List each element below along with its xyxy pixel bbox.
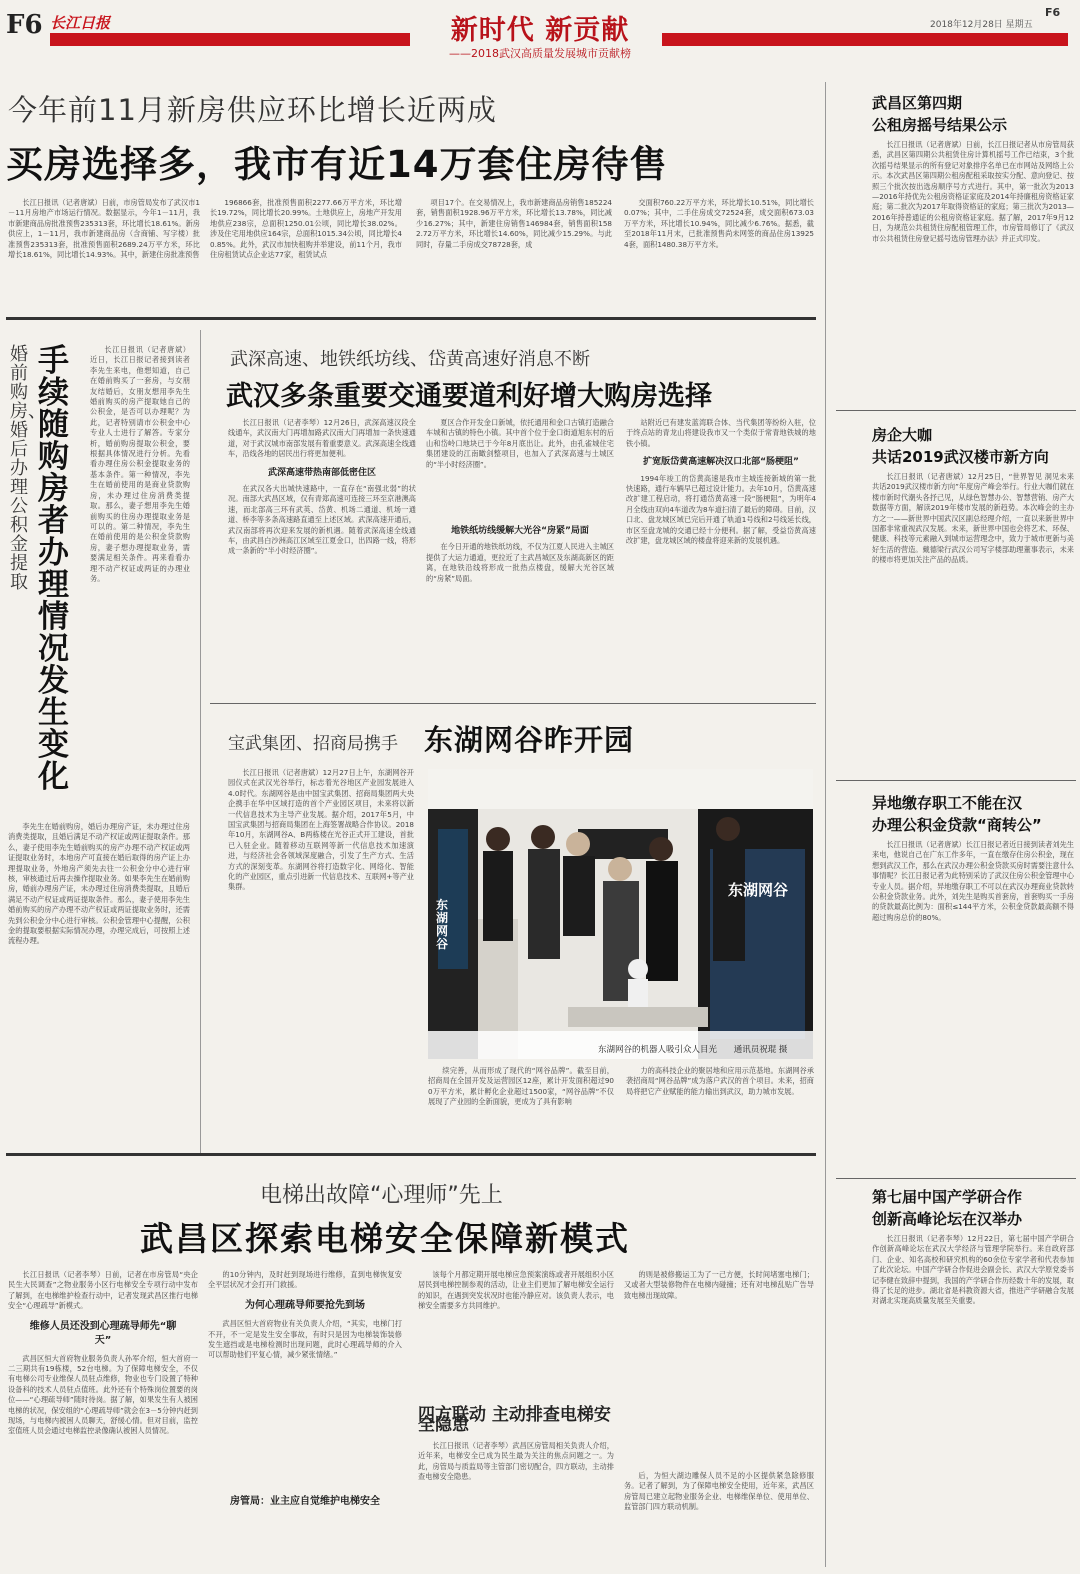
lead-col-4: 交面积760.22万平方米，环比增长10.51%，同比增长0.07%；其中，二手住房成交72524套，成交面积673.03万平方米，环比增长10.94%，同比减少6.76%。据悉，截至2018年11月末，已批准预售尚未网签的商品住房139254套，面积1480.38万平方米。: [624, 198, 814, 249]
sidebar-2-head: [872, 424, 1049, 468]
sidebar-4-head-line2: 创新高峰论坛在汉举办: [872, 1210, 1023, 1228]
masthead-bar-left: [50, 33, 410, 46]
elevator-subhead-2: 为何心理疏导师要抢先到场: [245, 1299, 365, 1311]
issue-date: 2018年12月28日 星期五: [930, 20, 1033, 30]
elevator-col-3: 该每个月都定期开展电梯应急预案演练或者开展组织小区居民到电梯控制参观的活动，让业主们更加了解电梯安全运行的知识，在遇到突发状况时也能冷静应对。该负责人表示，电梯安全需要多方共同维护。 四方联动 主动排查电梯安全隐患 长江日报讯（记者李琴）武昌区房管局相关负责人介绍，近年来，电梯安全已成为民生最为关注的焦点问题之一。为此，房管局与质监局等主管部门密切配合，四方联动，主动排查电梯安全隐患。: [418, 1270, 614, 1482]
donghu-kicker: 宝武集团、招商局携手: [228, 734, 398, 754]
sidebar-1-text: 长江日报讯（记者唐斌）日前，长江日报记者从市房管局获悉，武昌区第四期公共租赁住房计算机摇号工作已结束，3个批次摇号结果显示的所有登记对象排序名单已在市网站及网络上公示。本次武昌区第四期公租房配租采取按实分配、意向登记、按照三个批次按出选房顺序号方式进行。其中，第一批次为2013—2016年持优先公租房资格证家庭及2014年持廉租房资格证家庭；第二批次为2017年取得资格证的家庭；第三批次为2013—2016年持普通证的公租房资格证家庭。据了解，2017年9月12日，为规范公共租赁住房配租管理工作，市房管局修订了《武汉市公共租赁住房登记摇号选房管理办法》并正式印发。: [872, 140, 1074, 243]
elevator-subhead-3: 房管局：业主应自觉维护电梯安全: [230, 1496, 380, 1508]
sidebar-3-text: 长江日报讯（记者唐斌）长江日报记者近日接到读者刘先生来电，他说自己在广东工作多年，一直在缴存住房公积金，现在想到武汉工作，那么在武汉办理公积金贷款买房时需要注意什么事情呢？长江日报记者为此特别采访了武汉住房公积金管理中心专业人员。据介绍，异地缴存职工不可以在武汉办理商业贷款转公积金贷款业务。此外，刘先生是购买首套房，首套购买一手房的贷款最高比例为：面积≤144平方米，公积金贷款最高额不得超过购房总价的80%。: [872, 840, 1074, 922]
sidebar-4-head-line1: 第七届中国产学研合作: [872, 1188, 1023, 1206]
elevator-kicker: 电梯出故障“心理师”先上: [260, 1183, 503, 1208]
divider-traffic: [210, 703, 816, 704]
sidebar-4-text: 长江日报讯（记者李琴）12月22日，第七届中国产学研合作创新高峰论坛在武汉大学经济与管理学院举行。来自政府部门、企业、知名高校和研究机构的60余位专家学者和代表参加了此次论坛。中国产学研合作促进会副会长、武汉大学原党委书记李健在致辞中提到，我国的产学研合作历经数十年的发展，取得了长足的进步。湖北省是科教资源大省，推进产学研融合发展对湖北实现高质量发展至关重要。: [872, 1234, 1074, 1306]
sidebar-2-head-line1: 房企大咖: [872, 426, 933, 444]
photo-caption: [598, 1043, 787, 1055]
donghu-below-1: 续完善，从而形成了现代的“网谷品牌”。截至目前，招商局在全国开发及运营园区12座，累计开发面积超过900万平方米，累计孵化企业超过1500家，“网谷品牌”不仅展现了产业园的全新面貌，更成为了具有影响: [428, 1066, 614, 1107]
banner-subtitle: ——2018武汉高质量发展城市贡献榜: [449, 47, 631, 60]
traffic-col-1: 长江日报讯（记者李琴）12月26日，武深高速汉段全线通车，武汉南大门再增加路武汉南大门再增加一条快速通道，对于武汉城市南部发展有着重要意义。武深高速全线通车，沿线各地的居民出行将更加便利。 武深高速带热南部低密住区 在武汉各大出城快速路中，一直存在“南强北弱”的状况。南部大武昌区域，仅有青郑高速可连接三环至京港澳高速，而北部高三环有武英、岱黄、机场二通道、机场一通道、桥李等多条高速路直通至上述区域。武深高速开通后，武汉南部将再次迎来发展的新机遇。随着武深高速全线通车，由武昌白沙洲高江区域至江夏金口，出四路一线，将形成一条新的“半小时经济圈”。: [228, 418, 416, 556]
elevator-col-1: 长江日报讯（记者李琴）日前，记者在市房管局“央企民生大民调查”之物业服务小区行电梯安全专项行动中发布了解到，在电梯维护检查行动中，记者发现武昌区推行电梯安全“心理疏导”新模式。 维修人员还没到心理疏导师先“聊天” 武昌区恒大首府物业服务负责人孙军介绍，恒大首府一二三期共有19栋楼，52台电梯。为了保障电梯安全，不仅有电梯公司专业维保人员驻点维修，物业也专门设置了特种设备科的技术人员驻点值班。此外还有个特殊岗位置要的岗位——“心理疏导师”随时待岗。据了解，如果发生有人被困电梯的状况，保安组的“心理疏导师”就会在3－5分钟内赶到现场，与电梯内被困人员聊天，舒缓心情。但对目前，监控室值班人员会通过电梯监控录像确认被困人员情况。: [8, 1270, 198, 1436]
photo-credit: 通讯员祝琨 摄: [733, 1045, 788, 1055]
sidebar-1-head: [872, 92, 1007, 136]
vertical-small-head: 婚前购房、婚后办理公积金提取: [10, 344, 46, 593]
sidebar-rule: [825, 82, 826, 1567]
paper-logo: 长江日报: [50, 14, 111, 32]
banner-title: 新时代 新贡献: [450, 15, 630, 46]
sidebar-4-head: [872, 1186, 1022, 1230]
sidebar-divider-2: [836, 780, 1076, 781]
traffic-subhead-2: 地铁纸坊线缓解大光谷“房紧”局面: [451, 526, 589, 536]
divider-bottom: [6, 1153, 816, 1156]
traffic-headline: 武汉多条重要交通要道利好增大购房选择: [226, 381, 712, 412]
masthead-bar-right: [662, 33, 1068, 46]
photo-caption-text: 东湖网谷的机器人吸引众人目光: [598, 1045, 718, 1055]
traffic-col-3: 站附近已有建发蓝湾联合体、当代集团等纷纷入驻，位于终点站的青龙山将建设我市又一个类似于常青地铁城的地铁小镇。 扩宽版岱黄高速解决汉口北部“肠梗阻” 1994年竣工的岱黄高速是我市主城连接新城的第一批快速路，通行车辆早已超过设计能力。去年10月，岱黄高速改扩建工程启动，将打通岱黄高速一段“肠梗阻”，为明年4月全线由双向4车道改为8车道扫清了最后的障碍。目前，汉口北、盘龙城区域已完后开通了轨道1号线和2号线延长线，市区至盘龙城的交通已经十分便利。据了解，受益岱黄高速改扩建，盘龙城区域的楼盘将迎来新的发展机遇。: [626, 418, 816, 546]
elevator-subhead-1: 维修人员还没到心理疏导师先“聊天”: [29, 1320, 177, 1346]
traffic-col-2: 夏区合作开发金口新城，依托通用和金口古镇打造融合车城和古镇的特色小镇。其中首个位于金口街道旭东村的后山和岱岭口地块已于今年8月底出让。此外，由孔雀城住宅集团建设的江南瞰剑整项目，也加入了武深高速与土城区的“半小时经济圈”。 地铁纸坊线缓解大光谷“房紧”局面 在今日开通的地铁纸坊线，不仅为江夏人民进入主城区提供了大运力通道，更拉近了主武昌城区及东湖高新区的距离，在地铁沿线将形成一批热点楼盘，缓解大光谷区域的“房紧”局面。: [426, 418, 614, 583]
sidebar-1-head-line2: 公租房摇号结果公示: [872, 116, 1008, 134]
vertical-rule: [200, 330, 201, 1155]
page-number-mini: F6: [1045, 6, 1061, 19]
traffic-subhead-3: 扩宽版岱黄高速解决汉口北部“肠梗阻”: [643, 457, 799, 468]
sidebar-divider-3: [836, 1178, 1076, 1179]
traffic-subhead-1: 武深高速带热南部低密住区: [267, 467, 376, 478]
sidebar-1-head-line1: 武昌区第四期: [872, 94, 963, 112]
sidebar-3-head-line1: 异地缴存职工不能在汉: [872, 794, 1023, 812]
elevator-col-4: 的则是被修搬运工为了一己方便，长时间堵塞电梯门；又或者大型装修物件在电梯内碰撞；还有对电梯乱贴广告导致电梯出现故障。 后，为恒大湖边雕保人员不足的小区提供紧急除修服务。记者了解到，为了保障电梯安全使用，近年来，武昌区房管局已建立起物业服务企业、电梯维保单位、使用单位、监管部门四方联动机制。: [624, 1270, 814, 1512]
donghu-photo: [428, 769, 813, 1059]
traffic-kicker: 武深高速、地铁纸坊线、岱黄高速好消息不断: [230, 349, 590, 370]
elevator-headline: 武昌区探索电梯安全保障新模式: [140, 1219, 630, 1258]
lead-col-1: 长江日报讯（记者唐斌）日前，市房管局发布了武汉市1－11月房地产市场运行情况。数据显示，今年1－11月，我市新建商品房批准预售235313套，环比增长18.61%。新房供应上，1－11月，我市新建商品房（含商铺、写字楼）批准预售235313套，批准预售面积2689.24万平方米，环比增长18.61%，同比增长14.93%。其中，新建住房批准预售: [8, 198, 200, 260]
photo-sign-2: 东湖网谷: [728, 881, 789, 899]
vertical-text-narrow: 长江日报讯（记者唐斌）近日，长江日报记者接到读者李先生来电，他想知道，自己在婚前购买了一套房，与女朋友结婚后，女朋友想用李先生婚前购买的房产提取她自己的公积金，是否可以办理呢？为此，记者特别请市公积金中心专业人士进行了解答。专家分析，婚前购房提取公积金，要根据具体情况进行分析。先看看办理住房公积金提取业务的基本条件。第一种情况，李先生在婚前使用的是商业贷款购房，未办理过住房消费类提取。那么，妻子想用李先生婚前购买的住房办理提取业务是可以的。第二种情况，李先生在婚前使用的是公积金贷款购房，妻子想办理提取业务，需要满足相关条件。再来看看办理不动产权证或两证的办理业务。: [90, 345, 190, 583]
donghu-headline: 东湖网谷昨开园: [424, 723, 635, 757]
lead-kicker: 今年前11月新房供应环比增长近两成: [8, 93, 497, 127]
sidebar-2-text: 长江日报讯（记者唐斌）12月25日，“世界智见 洞见未来 共话2019武汉楼市新方向”年度房产峰会举行。行业大咖们就在楼市新时代潮头各抒己见，从绿色智慧办公、智慧营销、房产大数据等方面，解读2019年楼市发展的新趋势。本次峰会的主办方之一——新世界中国武汉区副总经理介绍，一直以来新世界中国都非常重视武汉发展。未来，新世界中国也会将艺术、环保、健康、科技等元素融入到城市运营理念中，致力于城市更新与美好生活的营造。戴德梁行武汉公司写字楼部助理董事表示，未来的楼市将更加关注产品的品质。: [872, 472, 1074, 565]
photo-sign-1: 东湖网谷: [436, 898, 449, 951]
elevator-subhead-4: 四方联动 主动排查电梯安全隐患: [418, 1405, 611, 1436]
lead-col-2: 196866套，批准预售面积2277.66万平方米，环比增长19.72%，同比增长20.99%。土地供应上，房地产开发用地供应238宗，总面积1250.01公顷，同比增长38.02%。涉及住宅用地供应164宗，总面积1015.34公顷，同比增长40.85%。此外，武汉市加快租购并举建设，前11个月，我市住房租赁试点企业达77家，租赁试点: [210, 198, 402, 260]
vertical-big-head: 手续随购房者办理情况发生变化: [38, 343, 69, 795]
sidebar-divider-1: [836, 410, 1076, 411]
lead-col-3: 项目17个。在交易情况上，我市新建商品房销售185224套，销售面积1928.96万平方米，环比增长13.78%，同比减少16.27%；其中，新建住房销售146984套，销售面积1582.72万平方米，环比增长14.60%，同比减少15.29%。与此同时，存量二手房成交78728套，成: [416, 198, 612, 249]
donghu-col-1: 长江日报讯（记者唐斌）12月27日上午，东湖网谷开园仪式在武汉光谷举行，标志着光谷地区产业园发展进入4.0时代。东湖网谷是由中国宝武集团、招商局集团两大央企携手在华中区域打造的首个产业园区项目，未来将以新一代信息技术为主导产业发展。据介绍，2017年5月，中国宝武集团与招商局集团在上海签署战略合作协议。2018年10月，东湖网谷A、B两栋楼在光谷正式开工建设，首批已入驻企业。随着移动互联网等新一代信息技术加速演进，与经济社会各领域深度融合，引发了生产方式、生活方式的深刻变革。东湖网谷将打造数字化、网络化、智能化的产业园区，重点引进新一代信息技术、互联网+等产业集群。: [228, 768, 414, 892]
donghu-below-2: 力的高科技企业的聚居地和应用示范基地。东湖网谷承袭招商局“网谷品牌”成为落户武汉的首个项目。未来，招商局将把它产业赋能的能力输出到武汉，助力城市发展。: [626, 1066, 814, 1096]
elevator-col-2: 的10分钟内，及时赶到现场进行维修，直到电梯恢复安全平层状况才会打开门救援。 为何心理疏导师要抢先到场 武昌区恒大首府物业有关负责人介绍，“其实，电梯门打不开，不一定是发生安全事故，有时只是因为电梯装饰装修发生遮挡或是电梯检测时出现问题，此时心理疏导师的介入可以帮助他们平复心情，减少紧张情绪。” 房管局：业主应自觉维护电梯安全: [208, 1270, 402, 1508]
divider-top: [6, 317, 816, 320]
sidebar-3-head-line2: 办理公积金贷款“商转公”: [872, 816, 1042, 834]
vertical-text-wide: 李先生在婚前购房，婚后办理房产证，未办理过住房消费类提取，且婚后满足不动产权证或两证提取条件。那么，妻子使用李先生婚前购买的房产办理不动产权证或两证提取业务时，本地房产可直接在婚后取得的房产证上办理提取业务，外地房产须先去往一公积金分中心进行审核，审核通过后再去操作提取业务。如果李先生在婚前购房，婚前办理房产证，未办理过住房消费类提取，且婚后满足不动产权证或两证提取条件。那么，妻子使用李先生婚前购买的房产办理不动产权证或两证提取业务时，还需先到公积金分中心进行审核。公积金管理中心提醒，公积金的提取要根据实际情况办理，办理完成后，可按照上述流程办理。: [8, 822, 190, 946]
page-number: F6: [6, 10, 43, 40]
sidebar-3-head: [872, 792, 1042, 836]
lead-headline: 买房选择多，我市有近14万套住房待售: [6, 143, 668, 186]
sidebar-2-head-line2: 共话2019武汉楼市新方向: [872, 448, 1049, 466]
